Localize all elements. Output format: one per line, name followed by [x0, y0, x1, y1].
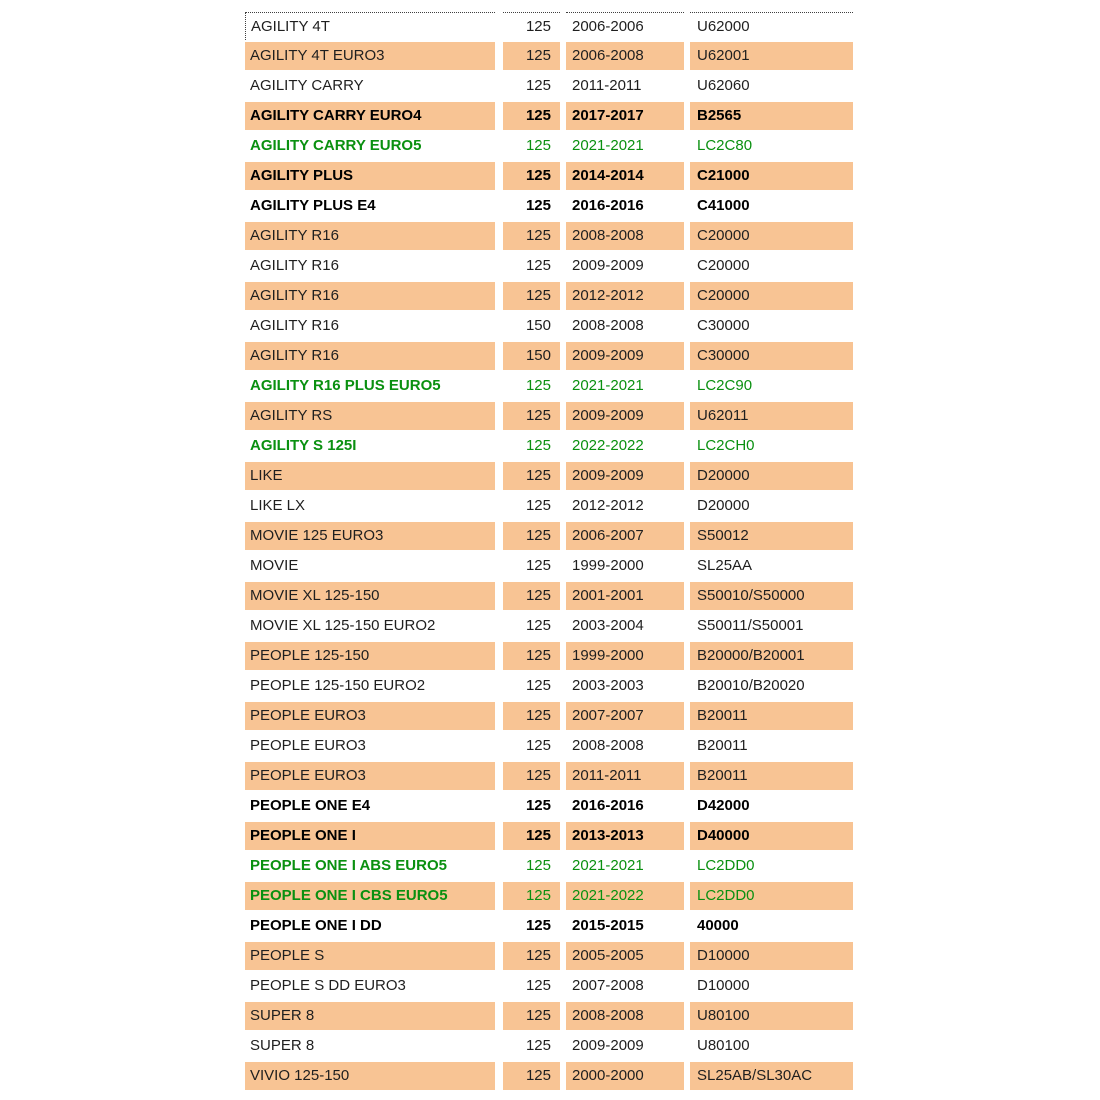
- year-range-cell: 2006-2007: [566, 522, 684, 550]
- engine-size-cell: 125: [503, 402, 560, 430]
- engine-size-cell: 125: [503, 942, 560, 970]
- year-range-cell: 2007-2008: [572, 977, 644, 994]
- year-range-cell: 2016-2016: [572, 797, 644, 814]
- table-row[interactable]: [245, 371, 853, 401]
- year-range-cell: 2021-2021: [572, 137, 644, 154]
- model-cell: PEOPLE ONE I DD: [250, 917, 382, 934]
- model-cell: AGILITY CARRY EURO4: [245, 102, 495, 130]
- table-row[interactable]: [245, 551, 853, 581]
- engine-size-cell: 125: [525, 377, 551, 394]
- table-row[interactable]: [245, 341, 853, 371]
- part-code-cell: U62060: [697, 77, 750, 94]
- engine-size-cell: 125: [503, 12, 560, 40]
- part-code-cell: D42000: [697, 797, 750, 814]
- year-range-cell: 2008-2008: [572, 317, 644, 334]
- year-range-cell: 2017-2017: [566, 102, 684, 130]
- table-row[interactable]: [245, 1031, 853, 1061]
- part-code-cell: C30000: [690, 342, 853, 370]
- part-code-cell: B20011: [697, 737, 748, 754]
- year-range-cell: 1999-2000: [566, 642, 684, 670]
- table-row[interactable]: [245, 311, 853, 341]
- model-cell: AGILITY PLUS: [245, 162, 495, 190]
- column-gutter: [495, 762, 503, 790]
- part-code-cell: B2565: [690, 102, 853, 130]
- engine-size-cell: 125: [503, 582, 560, 610]
- model-cell: PEOPLE ONE I ABS EURO5: [250, 857, 447, 874]
- table-row[interactable]: [245, 491, 853, 521]
- part-code-cell: S50011/S50001: [697, 617, 804, 634]
- model-cell: LIKE: [245, 462, 495, 490]
- engine-size-cell: 125: [525, 437, 551, 454]
- year-range-cell: 2007-2007: [566, 702, 684, 730]
- engine-size-cell: 150: [525, 317, 551, 334]
- part-code-cell: LC2CH0: [697, 437, 755, 454]
- engine-size-cell: 125: [503, 882, 560, 910]
- part-code-cell: SL25AB/SL30AC: [690, 1062, 853, 1090]
- part-code-cell: SL25AA: [697, 557, 753, 574]
- year-range-cell: 2012-2012: [566, 282, 684, 310]
- column-gutter: [495, 42, 503, 70]
- engine-size-cell: 125: [503, 642, 560, 670]
- model-cell: AGILITY CARRY EURO5: [250, 137, 422, 154]
- year-range-cell: 2009-2009: [566, 402, 684, 430]
- part-code-cell: S50010/S50000: [690, 582, 853, 610]
- engine-size-cell: 125: [503, 42, 560, 70]
- model-cell: PEOPLE 125-150: [245, 642, 495, 670]
- table-row[interactable]: [245, 761, 853, 791]
- engine-size-cell: 125: [503, 762, 560, 790]
- table-row[interactable]: [245, 1061, 853, 1091]
- column-gutter: [495, 912, 503, 940]
- part-code-cell: C41000: [697, 197, 750, 214]
- model-cell: AGILITY R16: [245, 222, 495, 250]
- year-range-cell: 2021-2022: [566, 882, 684, 910]
- fitment-table: [245, 11, 853, 1091]
- model-cell: PEOPLE EURO3: [250, 737, 366, 754]
- year-range-cell: 2013-2013: [566, 822, 684, 850]
- engine-size-cell: 125: [525, 1037, 551, 1054]
- column-gutter: [495, 402, 503, 430]
- part-code-cell: D10000: [697, 977, 750, 994]
- column-gutter: [495, 162, 503, 190]
- column-gutter: [495, 252, 503, 280]
- column-gutter: [495, 1032, 503, 1060]
- model-cell: PEOPLE ONE I CBS EURO5: [245, 882, 495, 910]
- table-row[interactable]: [245, 101, 853, 131]
- engine-size-cell: 125: [525, 497, 551, 514]
- part-code-cell: S50012: [690, 522, 853, 550]
- engine-size-cell: 150: [503, 342, 560, 370]
- engine-size-cell: 125: [525, 977, 551, 994]
- column-gutter: [495, 942, 503, 970]
- part-code-cell: D20000: [690, 462, 853, 490]
- part-code-cell: C30000: [697, 317, 750, 334]
- model-cell: AGILITY R16: [245, 282, 495, 310]
- model-cell: AGILITY CARRY: [250, 77, 364, 94]
- year-range-cell: 1999-2000: [572, 557, 644, 574]
- column-gutter: [495, 1062, 503, 1090]
- table-row[interactable]: [245, 791, 853, 821]
- engine-size-cell: 125: [525, 137, 551, 154]
- model-cell: SUPER 8: [250, 1037, 315, 1054]
- table-row[interactable]: [245, 431, 853, 461]
- table-row[interactable]: [245, 881, 853, 911]
- column-gutter: [495, 132, 503, 160]
- model-cell: PEOPLE 125-150 EURO2: [250, 677, 426, 694]
- column-gutter: [495, 102, 503, 130]
- table-row[interactable]: [245, 821, 853, 851]
- part-code-cell: C21000: [690, 162, 853, 190]
- table-row[interactable]: [245, 611, 853, 641]
- engine-size-cell: 125: [525, 857, 551, 874]
- column-gutter: [495, 282, 503, 310]
- year-range-cell: 2006-2006: [566, 12, 684, 40]
- year-range-cell: 2000-2000: [566, 1062, 684, 1090]
- table-row[interactable]: [245, 911, 853, 941]
- table-row[interactable]: [245, 641, 853, 671]
- table-row[interactable]: [245, 461, 853, 491]
- table-row[interactable]: [245, 521, 853, 551]
- part-code-cell: U80100: [697, 1037, 750, 1054]
- table-row[interactable]: [245, 131, 853, 161]
- engine-size-cell: 125: [525, 77, 551, 94]
- column-gutter: [495, 72, 503, 100]
- part-code-cell: B20010/B20020: [697, 677, 805, 694]
- part-code-cell: U62000: [690, 12, 853, 40]
- column-gutter: [495, 612, 503, 640]
- column-gutter: [495, 822, 503, 850]
- column-gutter: [495, 192, 503, 220]
- engine-size-cell: 125: [525, 677, 551, 694]
- column-gutter: [495, 372, 503, 400]
- engine-size-cell: 125: [503, 1062, 560, 1090]
- table-row[interactable]: [245, 71, 853, 101]
- year-range-cell: 2003-2003: [572, 677, 644, 694]
- column-gutter: [495, 12, 503, 40]
- year-range-cell: 2015-2015: [572, 917, 644, 934]
- year-range-cell: 2006-2008: [566, 42, 684, 70]
- table-row[interactable]: [245, 851, 853, 881]
- engine-size-cell: 125: [503, 282, 560, 310]
- model-cell: PEOPLE S: [245, 942, 495, 970]
- year-range-cell: 2008-2008: [566, 1002, 684, 1030]
- table-row[interactable]: [245, 941, 853, 971]
- table-row[interactable]: [245, 191, 853, 221]
- model-cell: AGILITY R16: [250, 257, 339, 274]
- engine-size-cell: 125: [525, 737, 551, 754]
- column-gutter: [495, 642, 503, 670]
- engine-size-cell: 125: [525, 617, 551, 634]
- engine-size-cell: 125: [503, 702, 560, 730]
- part-code-cell: B20011: [690, 762, 853, 790]
- year-range-cell: 2009-2009: [572, 257, 644, 274]
- table-row[interactable]: [245, 11, 853, 41]
- part-code-cell: B20000/B20001: [690, 642, 853, 670]
- table-row[interactable]: [245, 971, 853, 1001]
- model-cell: MOVIE XL 125-150: [245, 582, 495, 610]
- part-code-cell: D20000: [697, 497, 750, 514]
- table-row[interactable]: [245, 41, 853, 71]
- column-gutter: [495, 432, 503, 460]
- part-code-cell: B20011: [690, 702, 853, 730]
- model-cell: MOVIE 125 EURO3: [245, 522, 495, 550]
- engine-size-cell: 125: [503, 462, 560, 490]
- column-gutter: [495, 882, 503, 910]
- model-cell: PEOPLE EURO3: [245, 702, 495, 730]
- model-cell: AGILITY S 125I: [250, 437, 357, 454]
- engine-size-cell: 125: [503, 102, 560, 130]
- column-gutter: [495, 792, 503, 820]
- column-gutter: [495, 732, 503, 760]
- column-gutter: [495, 222, 503, 250]
- engine-size-cell: 125: [503, 522, 560, 550]
- engine-size-cell: 125: [525, 257, 551, 274]
- year-range-cell: 2003-2004: [572, 617, 644, 634]
- engine-size-cell: 125: [503, 162, 560, 190]
- column-gutter: [495, 522, 503, 550]
- table-row[interactable]: [245, 251, 853, 281]
- part-code-cell: C20000: [690, 222, 853, 250]
- model-cell: AGILITY R16: [250, 317, 339, 334]
- engine-size-cell: 125: [503, 822, 560, 850]
- column-gutter: [495, 852, 503, 880]
- table-row[interactable]: [245, 1001, 853, 1031]
- table-row[interactable]: [245, 701, 853, 731]
- year-range-cell: 2011-2011: [566, 762, 684, 790]
- table-row[interactable]: [245, 581, 853, 611]
- column-gutter: [495, 312, 503, 340]
- part-code-cell: C20000: [697, 257, 750, 274]
- part-code-cell: 40000: [697, 917, 739, 934]
- year-range-cell: 2008-2008: [572, 737, 644, 754]
- part-code-cell: U62001: [690, 42, 853, 70]
- year-range-cell: 2021-2021: [572, 377, 644, 394]
- year-range-cell: 2021-2021: [572, 857, 644, 874]
- column-gutter: [495, 702, 503, 730]
- column-gutter: [495, 552, 503, 580]
- part-code-cell: D10000: [690, 942, 853, 970]
- table-row[interactable]: [245, 731, 853, 761]
- part-code-cell: D40000: [690, 822, 853, 850]
- part-code-cell: LC2C80: [697, 137, 753, 154]
- engine-size-cell: 125: [525, 917, 551, 934]
- model-cell: VIVIO 125-150: [245, 1062, 495, 1090]
- part-code-cell: LC2DD0: [690, 882, 853, 910]
- column-gutter: [495, 672, 503, 700]
- model-cell: PEOPLE ONE I: [245, 822, 495, 850]
- year-range-cell: 2016-2016: [572, 197, 644, 214]
- part-code-cell: C20000: [690, 282, 853, 310]
- column-gutter: [495, 462, 503, 490]
- table-row[interactable]: [245, 281, 853, 311]
- table-row[interactable]: [245, 161, 853, 191]
- part-code-cell: LC2DD0: [697, 857, 755, 874]
- model-cell: LIKE LX: [250, 497, 306, 514]
- engine-size-cell: 125: [525, 557, 551, 574]
- model-cell: AGILITY RS: [245, 402, 495, 430]
- model-cell: AGILITY 4T: [245, 12, 495, 40]
- engine-size-cell: 125: [503, 1002, 560, 1030]
- model-cell: SUPER 8: [245, 1002, 495, 1030]
- year-range-cell: 2009-2009: [566, 462, 684, 490]
- column-gutter: [495, 492, 503, 520]
- model-cell: PEOPLE EURO3: [245, 762, 495, 790]
- year-range-cell: 2009-2009: [572, 1037, 644, 1054]
- year-range-cell: 2014-2014: [566, 162, 684, 190]
- model-cell: MOVIE: [250, 557, 299, 574]
- model-cell: AGILITY 4T EURO3: [245, 42, 495, 70]
- part-code-cell: LC2C90: [697, 377, 753, 394]
- model-cell: AGILITY R16: [245, 342, 495, 370]
- model-cell: PEOPLE S DD EURO3: [250, 977, 406, 994]
- column-gutter: [495, 972, 503, 1000]
- table-row[interactable]: [245, 401, 853, 431]
- model-cell: AGILITY R16 PLUS EURO5: [250, 377, 441, 394]
- part-code-cell: U62011: [690, 402, 853, 430]
- column-gutter: [495, 342, 503, 370]
- year-range-cell: 2005-2005: [566, 942, 684, 970]
- model-cell: MOVIE XL 125-150 EURO2: [250, 617, 436, 634]
- year-range-cell: 2011-2011: [572, 77, 642, 94]
- table-row[interactable]: [245, 221, 853, 251]
- year-range-cell: 2009-2009: [566, 342, 684, 370]
- table-row[interactable]: [245, 671, 853, 701]
- year-range-cell: 2001-2001: [566, 582, 684, 610]
- engine-size-cell: 125: [503, 222, 560, 250]
- part-code-cell: U80100: [690, 1002, 853, 1030]
- column-gutter: [495, 582, 503, 610]
- model-cell: PEOPLE ONE E4: [250, 797, 371, 814]
- column-gutter: [495, 1002, 503, 1030]
- model-cell: AGILITY PLUS E4: [250, 197, 376, 214]
- engine-size-cell: 125: [525, 197, 551, 214]
- year-range-cell: 2022-2022: [572, 437, 644, 454]
- year-range-cell: 2008-2008: [566, 222, 684, 250]
- engine-size-cell: 125: [525, 797, 551, 814]
- year-range-cell: 2012-2012: [572, 497, 644, 514]
